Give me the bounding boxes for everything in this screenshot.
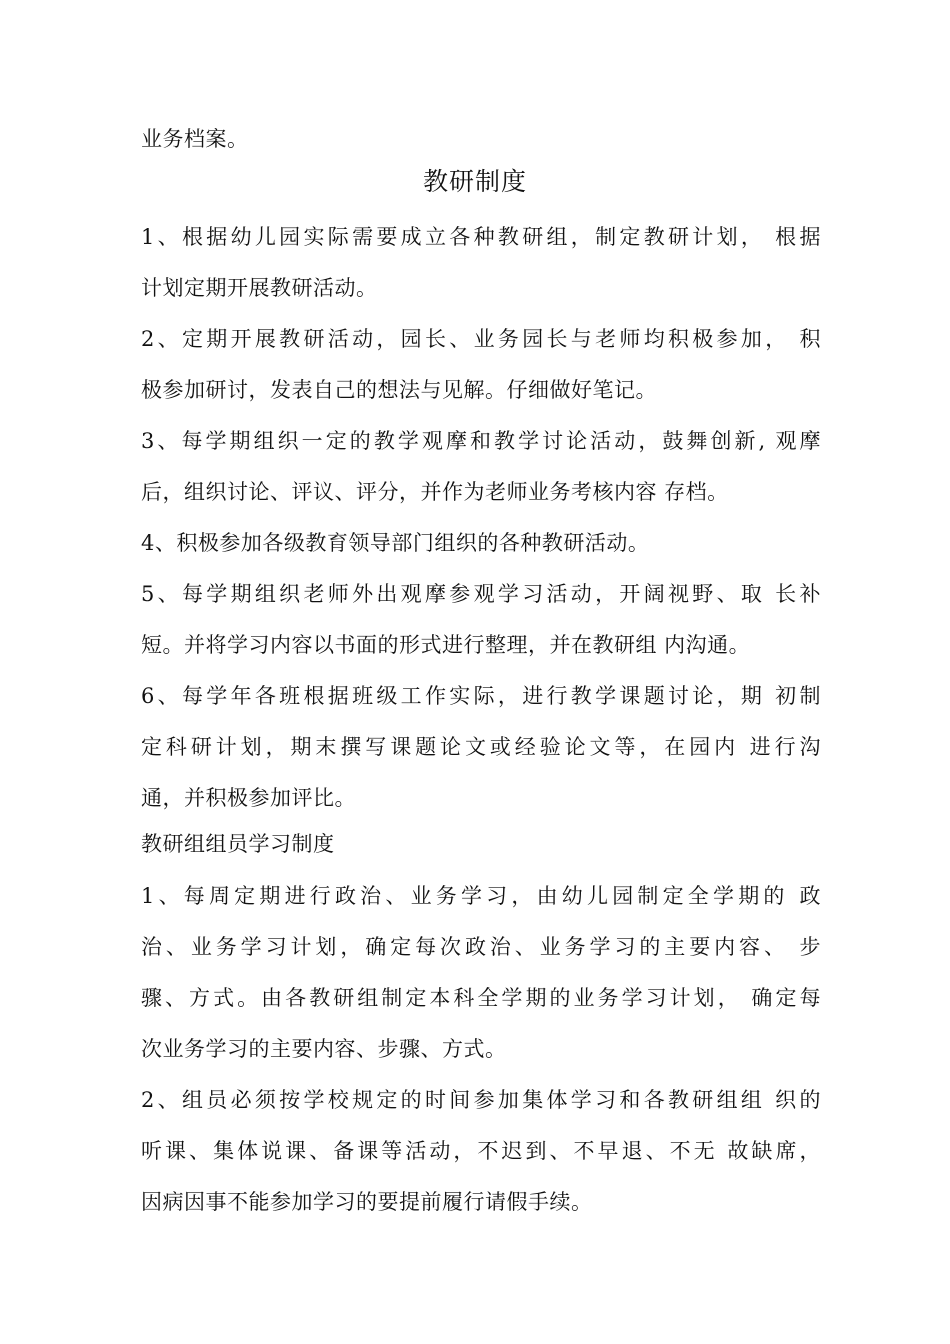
text-line: 治、业务学习计划，确定每次政治、业务学习的主要内容、 步 xyxy=(141,935,821,959)
text-line: 业务档案。 xyxy=(141,127,249,151)
text-line: 4、积极参加各级教育领导部门组织的各种教研活动。 xyxy=(141,531,650,555)
text-line: 6、每学年各班根据班级工作实际，进行教学课题讨论，期 初制 xyxy=(141,684,821,708)
subsection-title: 教研组组员学习制度 xyxy=(141,832,335,856)
text-line: 因病因事不能参加学习的要提前履行请假手续。 xyxy=(141,1190,593,1214)
text-line: 3、每学期组织一定的教学观摩和教学讨论活动，鼓舞创新, 观摩 xyxy=(141,429,821,453)
text-line: 极参加研讨，发表自己的想法与见解。仔细做好笔记。 xyxy=(141,378,657,402)
text-line: 1、每周定期进行政治、业务学习，由幼儿园制定全学期的 政 xyxy=(141,884,821,908)
section-title-jiaoyan-zhidu: 教研制度 xyxy=(422,167,527,196)
text-line: 短。并将学习内容以书面的形式进行整理，并在教研组 内沟通。 xyxy=(141,633,751,657)
text-line: 听课、集体说课、备课等活动，不迟到、不早退、不无 故缺席， xyxy=(141,1139,821,1163)
text-line: 2、组员必须按学校规定的时间参加集体学习和各教研组组 织的 xyxy=(141,1088,821,1112)
text-line: 1、根据幼儿园实际需要成立各种教研组，制定教研计划， 根据 xyxy=(141,225,821,249)
text-line: 2、定期开展教研活动，园长、业务园长与老师均积极参加， 积 xyxy=(141,327,821,351)
text-line: 5、每学期组织老师外出观摩参观学习活动，开阔视野、取 长补 xyxy=(141,582,821,606)
text-line: 后，组织讨论、评议、评分，并作为老师业务考核内容 存档。 xyxy=(141,480,729,504)
text-line: 定科研计划，期末撰写课题论文或经验论文等，在园内 进行沟 xyxy=(141,735,821,759)
text-line: 次业务学习的主要内容、步骤、方式。 xyxy=(141,1037,507,1061)
text-line: 通，并积极参加评比。 xyxy=(141,786,356,810)
text-line: 计划定期开展教研活动。 xyxy=(141,276,378,300)
text-line: 骤、方式。由各教研组制定本科全学期的业务学习计划， 确定每 xyxy=(141,986,821,1010)
